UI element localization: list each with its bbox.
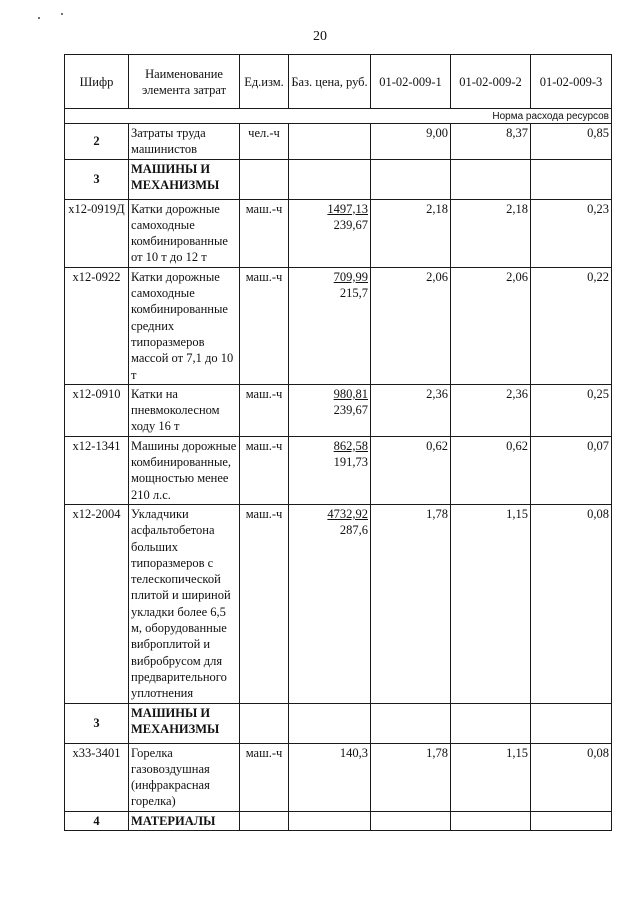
resource-name: Катки дорожные самоходные комбинированные от 10 т до 12 т (129, 199, 240, 267)
base-price: 980,81 (333, 386, 368, 401)
base-price-cell (289, 743, 371, 811)
section-norm-1-cell (371, 159, 451, 199)
section-title: МАТЕРИАЛЫ (129, 811, 240, 830)
norm-1-value: 1,78 (371, 504, 451, 703)
base-price-sub: 191,73 (333, 455, 368, 470)
resource-unit: маш.-ч (240, 267, 289, 384)
scan-speck (38, 17, 40, 19)
base-price-sub: 239,67 (333, 403, 368, 418)
header-name: Наименование элемента затрат (129, 55, 240, 109)
norm-band-label: Норма расхода ресурсов (65, 109, 612, 124)
norm-3-value: 0,85 (531, 124, 612, 160)
table-row (65, 436, 612, 504)
base-price: 4732,92 (327, 506, 368, 521)
header-norm-3: 01-02-009-3 (531, 55, 612, 109)
table-row (65, 267, 612, 384)
table-header-row (65, 55, 612, 109)
section-norm-2-cell (451, 159, 531, 199)
resource-norms-table (64, 54, 612, 831)
resource-unit: маш.-ч (240, 743, 289, 811)
section-norm-3-cell (531, 159, 612, 199)
resource-unit: чел.-ч (240, 124, 289, 160)
norm-band-row (65, 109, 612, 124)
section-norm-1-cell (371, 703, 451, 743)
section-norm-2-cell (451, 703, 531, 743)
norm-2-value: 8,37 (451, 124, 531, 160)
norm-3-value: 0,08 (531, 504, 612, 703)
table-row (65, 384, 612, 436)
table-row (65, 504, 612, 703)
section-number: 2 (65, 124, 129, 160)
header-norm-1: 01-02-009-1 (371, 55, 451, 109)
table-row (65, 199, 612, 267)
resource-name: Затраты труда машинистов (129, 124, 240, 160)
base-price-sub: 215,7 (339, 286, 368, 301)
base-price-sub: 287,6 (339, 523, 368, 538)
section-number: 4 (65, 811, 129, 830)
resource-unit: маш.-ч (240, 504, 289, 703)
section-number: 3 (65, 703, 129, 743)
table-row (65, 124, 612, 160)
base-price-cell (289, 124, 371, 160)
section-price-cell (289, 703, 371, 743)
norm-2-value: 2,18 (451, 199, 531, 267)
resource-code: х12-0910 (65, 384, 129, 436)
resource-code: х12-0919Д (65, 199, 129, 267)
resource-name: Укладчики асфальтобетона больших типоразмеров с телескопической плитой и шириной укладки более 6,5 м, оборудованные виброплитой и вибробрусом для предварительного уплотнения (129, 504, 240, 703)
base-price-cell (289, 504, 371, 703)
norm-3-value: 0,22 (531, 267, 612, 384)
norm-2-value: 2,06 (451, 267, 531, 384)
norm-2-value: 2,36 (451, 384, 531, 436)
table-row (65, 743, 612, 811)
resource-unit: маш.-ч (240, 199, 289, 267)
resource-code: х12-0922 (65, 267, 129, 384)
resource-name: Горелка газовоздушная (инфракрасная горелка) (129, 743, 240, 811)
section-norm-1-cell (371, 811, 451, 830)
section-norm-2-cell (451, 811, 531, 830)
resource-unit: маш.-ч (240, 384, 289, 436)
section-unit-cell (240, 703, 289, 743)
base-price: 1497,13 (327, 201, 368, 216)
section-norm-3-cell (531, 703, 612, 743)
norm-3-value: 0,25 (531, 384, 612, 436)
resource-name: Катки на пневмоколесном ходу 16 т (129, 384, 240, 436)
norm-1-value: 9,00 (371, 124, 451, 160)
table-section-row (65, 159, 612, 199)
norm-1-value: 1,78 (371, 743, 451, 811)
section-norm-3-cell (531, 811, 612, 830)
base-price: 709,99 (333, 269, 368, 284)
section-title: МАШИНЫ И МЕХАНИЗМЫ (129, 159, 240, 199)
section-price-cell (289, 159, 371, 199)
base-price-cell (289, 199, 371, 267)
header-price: Баз. цена, руб. (289, 55, 371, 109)
norm-3-value: 0,23 (531, 199, 612, 267)
base-price-cell (289, 436, 371, 504)
norm-2-value: 0,62 (451, 436, 531, 504)
table-section-row (65, 811, 612, 830)
section-number: 3 (65, 159, 129, 199)
resource-name: Машины дорожные комбинированные, мощностью менее 210 л.с. (129, 436, 240, 504)
base-price: 862,58 (333, 438, 368, 453)
norm-2-value: 1,15 (451, 743, 531, 811)
base-price-cell (289, 384, 371, 436)
base-price: 140,3 (339, 745, 368, 760)
norm-1-value: 2,06 (371, 267, 451, 384)
table-section-row (65, 703, 612, 743)
resource-unit: маш.-ч (240, 436, 289, 504)
section-title: МАШИНЫ И МЕХАНИЗМЫ (129, 703, 240, 743)
norm-1-value: 0,62 (371, 436, 451, 504)
scan-speck (61, 13, 63, 15)
section-unit-cell (240, 159, 289, 199)
norm-1-value: 2,18 (371, 199, 451, 267)
page-number: 20 (313, 29, 327, 44)
header-unit: Ед.изм. (240, 55, 289, 109)
base-price-sub: 239,67 (333, 217, 368, 232)
norm-2-value: 1,15 (451, 504, 531, 703)
norm-3-value: 0,08 (531, 743, 612, 811)
norm-1-value: 2,36 (371, 384, 451, 436)
resource-code: х12-1341 (65, 436, 129, 504)
base-price-cell (289, 267, 371, 384)
header-code: Шифр (65, 55, 129, 109)
resource-code: х12-2004 (65, 504, 129, 703)
resource-code: х33-3401 (65, 743, 129, 811)
header-norm-2: 01-02-009-2 (451, 55, 531, 109)
norm-3-value: 0,07 (531, 436, 612, 504)
section-price-cell (289, 811, 371, 830)
section-unit-cell (240, 811, 289, 830)
resource-name: Катки дорожные самоходные комбинированные средних типоразмеров массой от 7,1 до 10 т (129, 267, 240, 384)
